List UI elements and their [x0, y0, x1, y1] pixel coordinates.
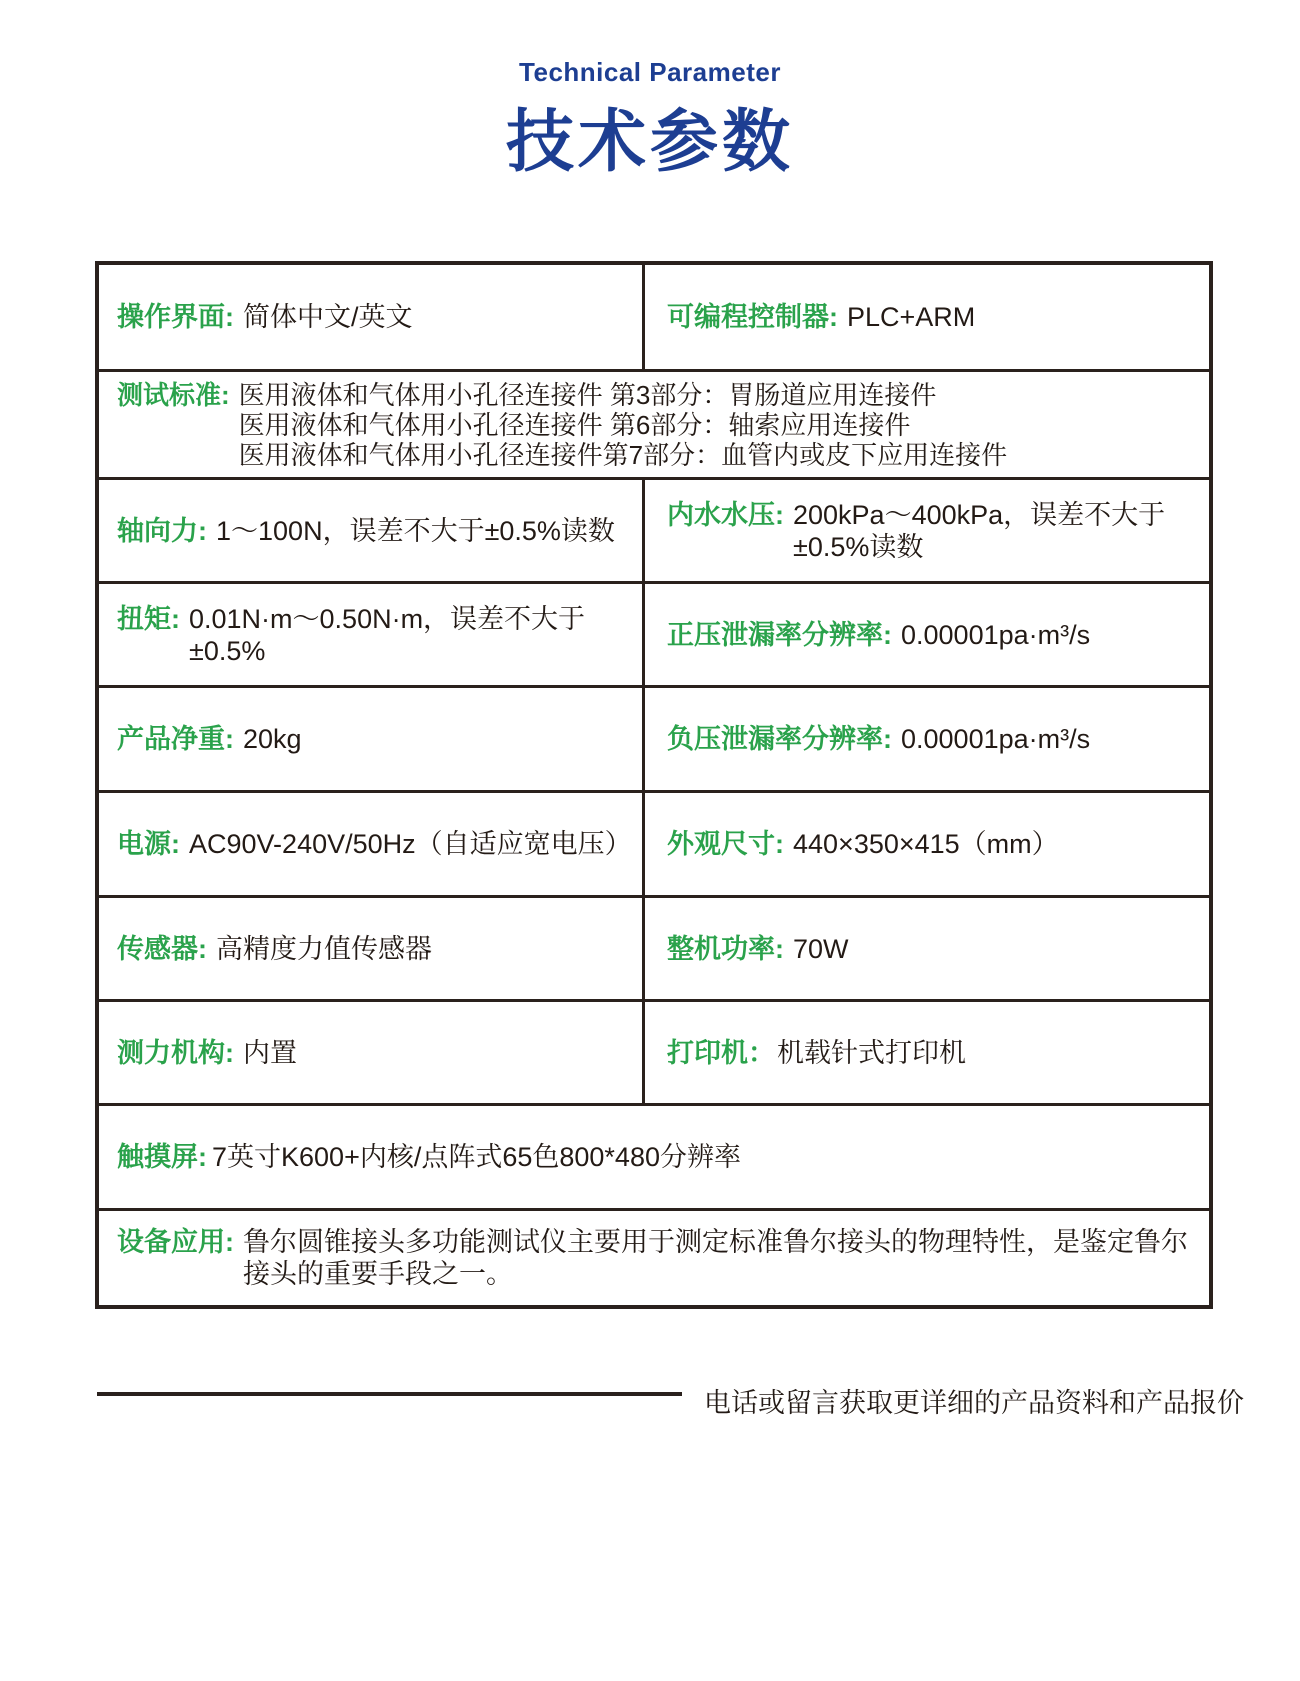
table-row [99, 1103, 1209, 1208]
spec-value: 内置 [243, 1037, 297, 1068]
spec-cell [642, 265, 1209, 369]
spec-cell [99, 1002, 642, 1103]
spec-value: 机载针式打印机 [777, 1037, 966, 1068]
spec-label: 内水水压: [667, 499, 784, 530]
spec-label: 正压泄漏率分辨率: [667, 619, 892, 650]
table-row [99, 369, 1209, 477]
spec-cell [642, 688, 1209, 790]
spec-cell [99, 1211, 1209, 1305]
spec-label: 扭矩: [117, 603, 180, 634]
table-row [99, 477, 1209, 581]
spec-value: 0.00001pa·m³/s [901, 724, 1091, 754]
spec-value: 0.01N·m～0.50N·m，误差不大于±0.5% [189, 603, 586, 666]
spec-label: 触摸屏: [117, 1142, 207, 1172]
spec-value: 鲁尔圆锥接头多功能测试仪主要用于测定标准鲁尔接头的物理特性，是鉴定鲁尔接头的重要手段之一。 [243, 1227, 1188, 1289]
spec-cell [99, 584, 642, 685]
footer-rule [97, 1392, 682, 1396]
spec-cell [99, 898, 642, 999]
spec-value: 高精度力值传感器 [216, 933, 432, 964]
spec-cell [642, 480, 1209, 581]
spec-value: 440×350×415（mm） [793, 829, 1059, 859]
spec-value: 1～100N，误差不大于±0.5%读数 [216, 515, 615, 546]
spec-cell [642, 1002, 1209, 1103]
spec-cell [99, 793, 642, 895]
table-row [99, 895, 1209, 999]
spec-cell [642, 793, 1209, 895]
spec-value-line: 医用液体和气体用小孔径连接件 第3部分：胃肠道应用连接件 [238, 379, 937, 410]
spec-label: 传感器: [117, 933, 207, 964]
spec-value: 20kg [243, 724, 302, 754]
spec-cell [99, 372, 1209, 477]
spec-value: 70W [793, 933, 849, 964]
table-row [99, 685, 1209, 790]
spec-cell [99, 480, 642, 581]
spec-label: 设备应用: [117, 1227, 234, 1257]
spec-label: 测试标准: [117, 379, 230, 410]
page-title: 技术参数 [505, 104, 794, 180]
spec-value: 200kPa～400kPa，误差不大于±0.5%读数 [793, 499, 1166, 562]
page-subtitle: Technical Parameter [519, 57, 781, 87]
spec-value: PLC+ARM [847, 302, 976, 332]
table-row [99, 1208, 1209, 1305]
spec-label: 轴向力: [117, 515, 207, 546]
footer-note: 电话或留言获取更详细的产品资料和产品报价 [704, 1388, 1244, 1418]
spec-value: 0.00001pa·m³/s [901, 619, 1091, 650]
spec-label: 产品净重: [117, 724, 234, 754]
spec-value: AC90V-240V/50Hz（自适应宽电压） [189, 829, 632, 859]
spec-label: 电源: [117, 829, 180, 859]
table-row [99, 581, 1209, 685]
spec-table [95, 261, 1213, 1309]
spec-cell [99, 265, 642, 369]
spec-value-line: 医用液体和气体用小孔径连接件第7部分：血管内或皮下应用连接件 [238, 439, 1008, 470]
spec-label: 可编程控制器: [667, 302, 838, 332]
spec-label: 负压泄漏率分辨率: [667, 724, 892, 754]
spec-label: 操作界面: [117, 302, 234, 332]
table-row [99, 999, 1209, 1103]
spec-cell [642, 584, 1209, 685]
spec-cell [99, 1106, 1209, 1208]
spec-label: 测力机构: [117, 1037, 234, 1068]
spec-label: 打印机： [667, 1037, 775, 1068]
spec-value: 7英寸K600+内核/点阵式65色800*480分辨率 [212, 1142, 741, 1172]
table-row [99, 265, 1209, 369]
spec-cell [99, 688, 642, 790]
spec-cell [642, 898, 1209, 999]
spec-label: 外观尺寸: [667, 829, 784, 859]
table-row [99, 790, 1209, 895]
spec-value-line: 医用液体和气体用小孔径连接件 第6部分：轴索应用连接件 [238, 409, 911, 440]
spec-value: 简体中文/英文 [243, 302, 413, 332]
spec-label: 整机功率: [667, 933, 784, 964]
